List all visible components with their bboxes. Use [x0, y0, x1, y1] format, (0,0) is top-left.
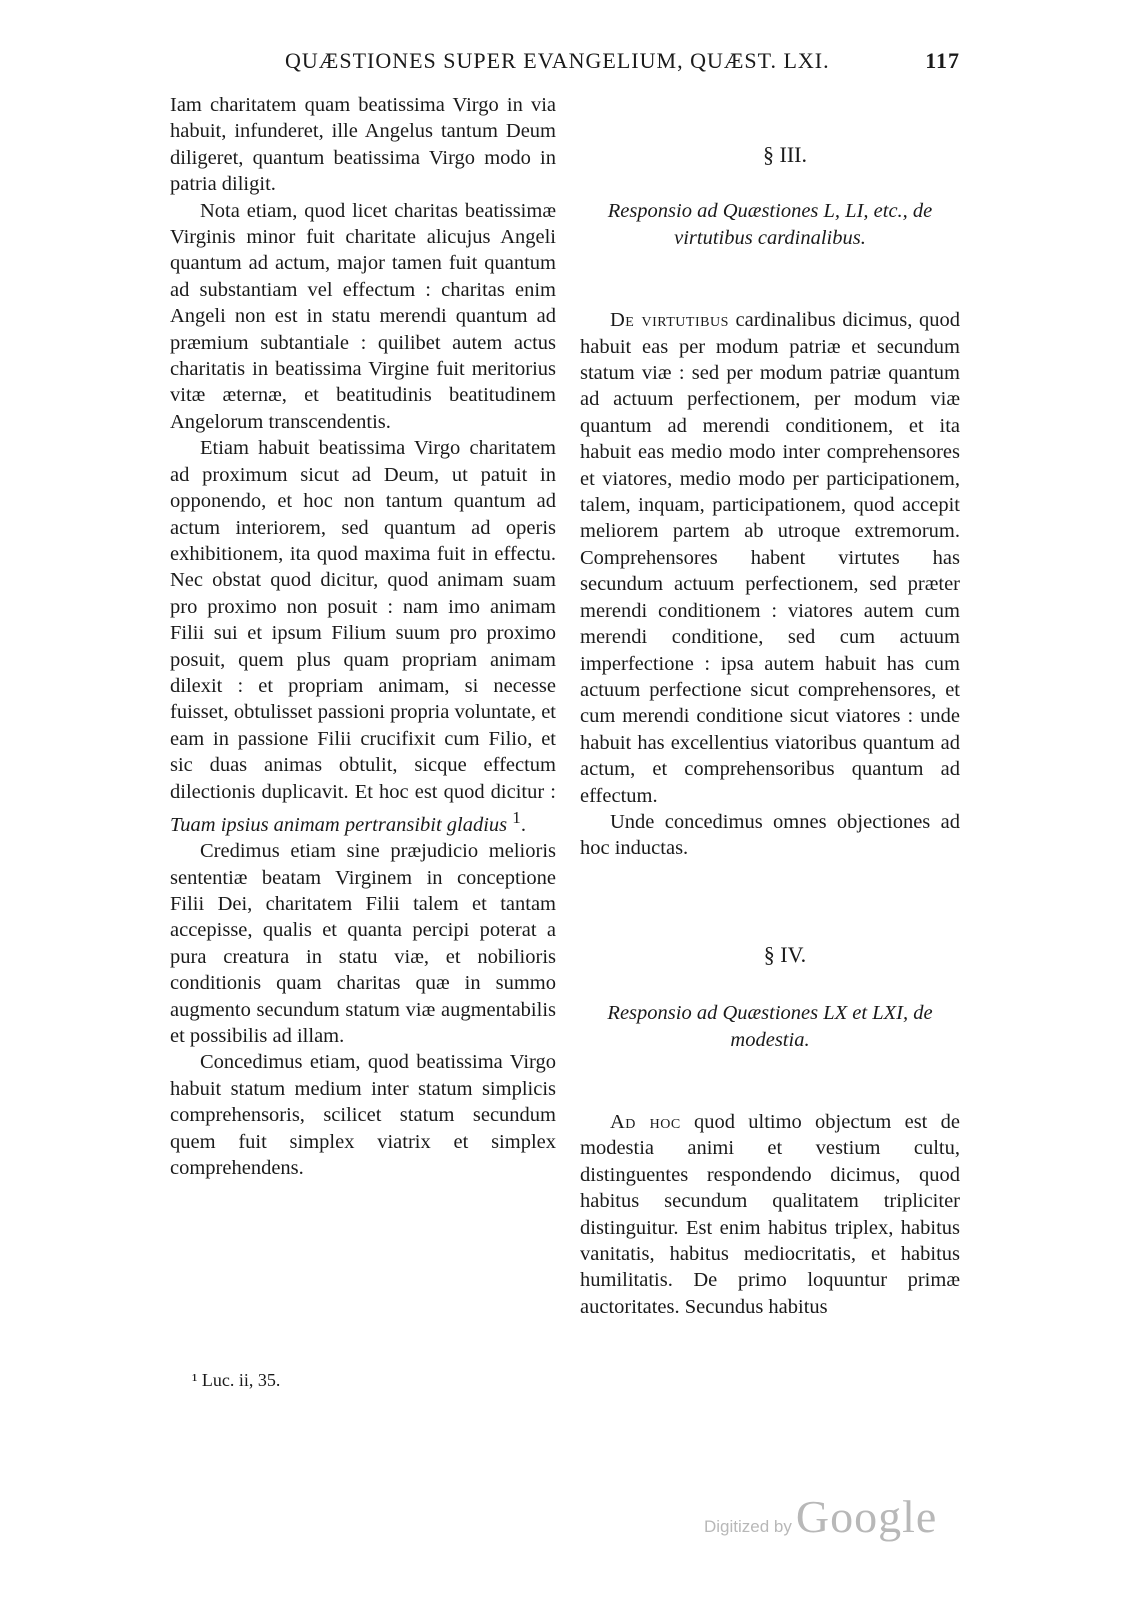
lead-words: Ad hoc [610, 1110, 681, 1133]
paragraph: Iam charitatem quam beatissima Virgo in via habuit, infunderet, ille Angelus tantum Deum diligeret, quantum beatissima Virgo modo in patria diligit. [170, 94, 556, 196]
paragraph: Concedimus etiam, quod beatissima Virgo habuit statum medium inter statum simplicis comprehensoris, scilicet statum secundum quem fuit simplex viatrix et simplex comprehendens. [170, 1051, 556, 1180]
footnote: ¹ Luc. ii, 35. [192, 1370, 281, 1390]
footnote-marker: 1 [512, 807, 521, 827]
paragraph [580, 307, 960, 809]
running-header [170, 48, 960, 82]
paragraph: Nota etiam, quod licet charitas beatissimæ Virginis minor fuit charitate alicujus Angeli quantum ad actum, major tamen fuit quantum ad substantiam vel effectum : charitas enim Angeli non est in statu merendi quantum ad præmium subtantiale : quilibet autem actus charitatis in beatissima Virgine fuit meritorius vitæ æternæ, et beatitudinis beatitudinem Angelorum transcendentis. [170, 199, 556, 433]
paragraph: Unde concedimus omnes objectiones ad hoc inductas. [580, 810, 960, 860]
section-rubric: Responsio ad Quæstiones L, LI, etc., de virtutibus cardinalibus. [607, 200, 933, 249]
paragraph-text: cardinalibus dicimus, quod habuit eas per modum patriæ et secundum statum viæ : sed per modum patriæ quantum ad actuum perfectionem, per modum viæ quantum ad merendi conditionem, et ita habuit eas medio modo inter comprehensores et viatores, medio modo per participationem, talem, inquam, participationem, quod accepit meliorem partem ab utroque extremorum. Comprehensores habent virtutes has secundum actuum perfectionem, sed præter merendi conditionem : viatores autem cum merendi conditione, sed cum actuum imperfectione : ipsa autem habuit has cum actuum perfectione sicut comprehensores, et cum merendi conditione sicut viatores : unde habuit has excellentius viatoribus quantum ad actum, et comprehensoribus quantum ad effectum. [580, 309, 960, 807]
google-logo: Google [795, 1491, 938, 1542]
right-column [580, 142, 960, 1320]
section-rubric: Responsio ad Quæstiones LX et LXI, de modestia. [607, 1002, 933, 1051]
section-heading: § III. [763, 142, 807, 167]
paragraph: Credimus etiam sine præjudicio melioris sententiæ beatam Virginem in conceptione Filii Dei, charitatem Filii talem et tantam accepisse, qualis et quanta percipi poterat a pura creatura in statu viæ, et nobilioris conditionis quam charitas quæ in summo augmento secundum statum viæ augmentabilis et possibilis ad illam. [170, 840, 556, 1048]
lead-words: De virtutibus [610, 309, 729, 332]
paragraph-text: Etiam habuit beatissima Virgo charitatem ad proximum sicut ad Deum, ut patuit in opponendo, et hoc non tantum quantum ad actum interiorem, sed quantum ad operis exhibitionem, ita quod maxima fuit in effectu. Nec obstat quod dicitur, quod animam suam pro proximo non posuit : nam imo animam Filii sui et ipsum Filium suum pro proximo posuit, quem plus quam propriam animam dilexit : et propriam animam, si necesse fuisset, obtulisset passioni propria voluntate, et eam in passione Filii crucifixit cum Filio, et sic duas animas obtulit, sicque effectum dilectionis duplicavit. Et hoc est quod dicitur : [170, 437, 556, 803]
paragraph-text: quod ultimo objectum est de modestia animi et vestium cultu, distinguentes respondendo dicimus, quod habitus secundum qualitatem tripliciter distinguitur. Est enim habitus triplex, habitus vanitatis, habitus mediocritatis, et habitus humilitatis. De primo loquuntur primæ auctoritates. Secundus habitus [580, 1110, 960, 1318]
left-column [170, 92, 556, 1181]
digitized-watermark [704, 1490, 937, 1543]
page-number: 117 [925, 48, 960, 73]
scripture-quote: Tuam ipsius animam pertransibit gladius [170, 813, 508, 836]
paragraph: Etiam habuit beatissima Virgo charitatem ad proximum sicut ad Deum, ut patuit in opponendo, et hoc non tantum quantum ad actum interiorem, sed quantum ad operis exhibitionem, ita quod maxima fuit in effectu. Nec obstat quod dicitur, quod animam suam pro proximo non posuit : nam imo animam Filii sui et ipsum Filium suum pro proximo posuit, quem plus quam propriam animam dilexit : et propriam animam, si necesse fuisset, obtulisset passioni propria voluntate, et eam in passione Filii crucifixit cum Filio, et sic duas animas obtulit, sicque effectum dilectionis duplicavit. Et hoc est quod dicitur : Tuam ipsius animam pertransibit gladius $^1$. [170, 437, 556, 836]
watermark-prefix: Digitized by [704, 1517, 792, 1536]
paragraph [580, 1109, 960, 1320]
section-heading: § IV. [763, 941, 807, 967]
running-title: QUÆSTIONES SUPER EVANGELIUM, QUÆST. LXI. [285, 48, 830, 73]
